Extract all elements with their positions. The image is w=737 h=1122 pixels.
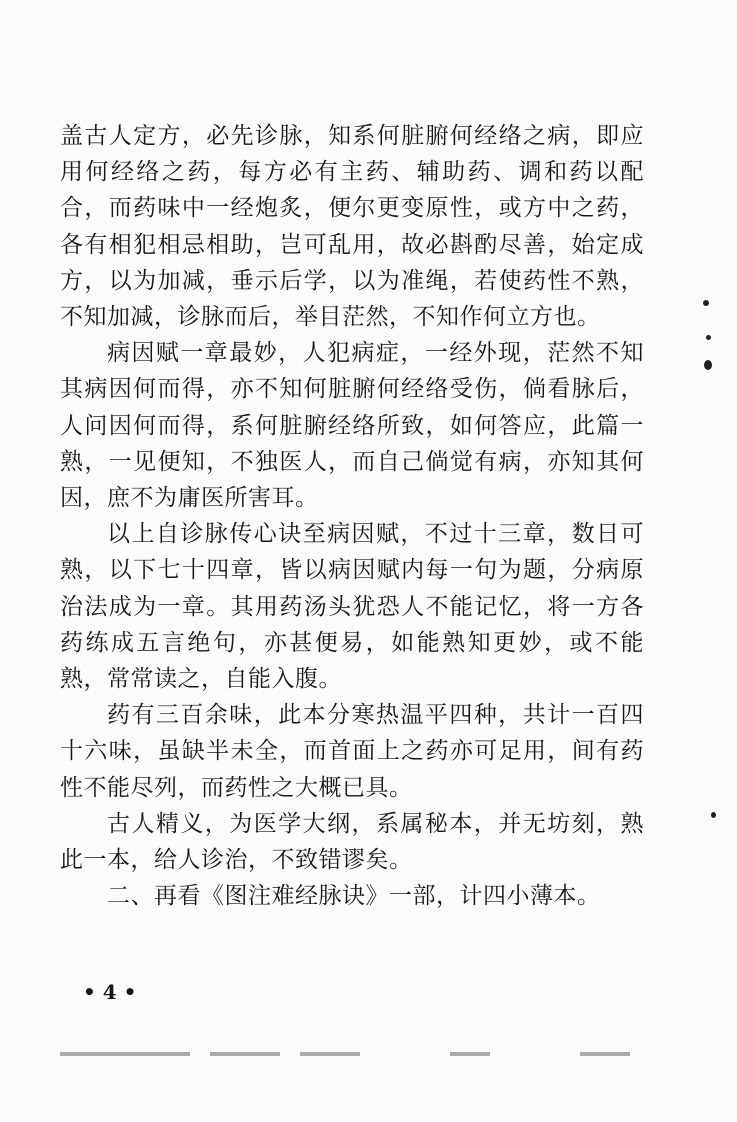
scan-speck	[706, 335, 711, 340]
scan-smudge	[60, 1052, 190, 1056]
scan-speck	[703, 300, 709, 306]
body-text	[60, 118, 644, 914]
paragraph-1: 盖古人定方，必先诊脉，知系何脏腑何经络之病，即应用何经络之药，每方必有主药、辅助药、调和药以配合，而药味中一经炮炙，便尔更变原性，或方中之药，各有相犯相忌相助，岂可乱用，故必斟酌尽善，始定成方，以为加减，垂示后学，以为准绳，若使药性不熟，不知加减，诊脉而后，举目茫然，不知作何立方也。	[60, 123, 644, 331]
paragraph-4: 药有三百余味，此本分寒热温平四种，共计一百四十六味，虽缺半未全，而首面上之药亦可足用，间有药性不能尽列，而药性之大概已具。	[60, 702, 644, 801]
paragraph-2: 病因赋一章最妙，人犯病症，一经外现，茫然不知其病因何而得，亦不知何脏腑何经络受伤，倘看脉后，人问因何而得，系何脏腑经络所致，如何答应，此篇一熟，一见便知，不独医人，而自己倘觉有病，亦知其何因，庶不为庸医所害耳。	[60, 340, 644, 512]
scan-smudge	[450, 1052, 490, 1056]
page-number: • 4 •	[83, 980, 137, 1004]
scan-smudge	[580, 1052, 630, 1056]
scan-smudge	[210, 1052, 280, 1056]
scan-speck	[704, 360, 712, 370]
scan-speck	[711, 812, 716, 818]
paragraph-6: 二、再看《图注难经脉诀》一部，计四小薄本。	[107, 883, 601, 910]
paragraph-3: 以上自诊脉传心诀至病因赋，不过十三章，数日可熟，以下七十四章，皆以病因赋内每一句为题，分病原治法成为一章。其用药汤头犹恐人不能记忆，将一方各药练成五言绝句，亦甚便易，如能熟知更妙，或不能熟，常常读之，自能入腹。	[60, 521, 644, 693]
paragraph-5: 古人精义，为医学大纲，系属秘本，并无坊刻，熟此一本，给人诊治，不致错谬矣。	[60, 810, 644, 874]
scan-smudge	[300, 1052, 360, 1056]
